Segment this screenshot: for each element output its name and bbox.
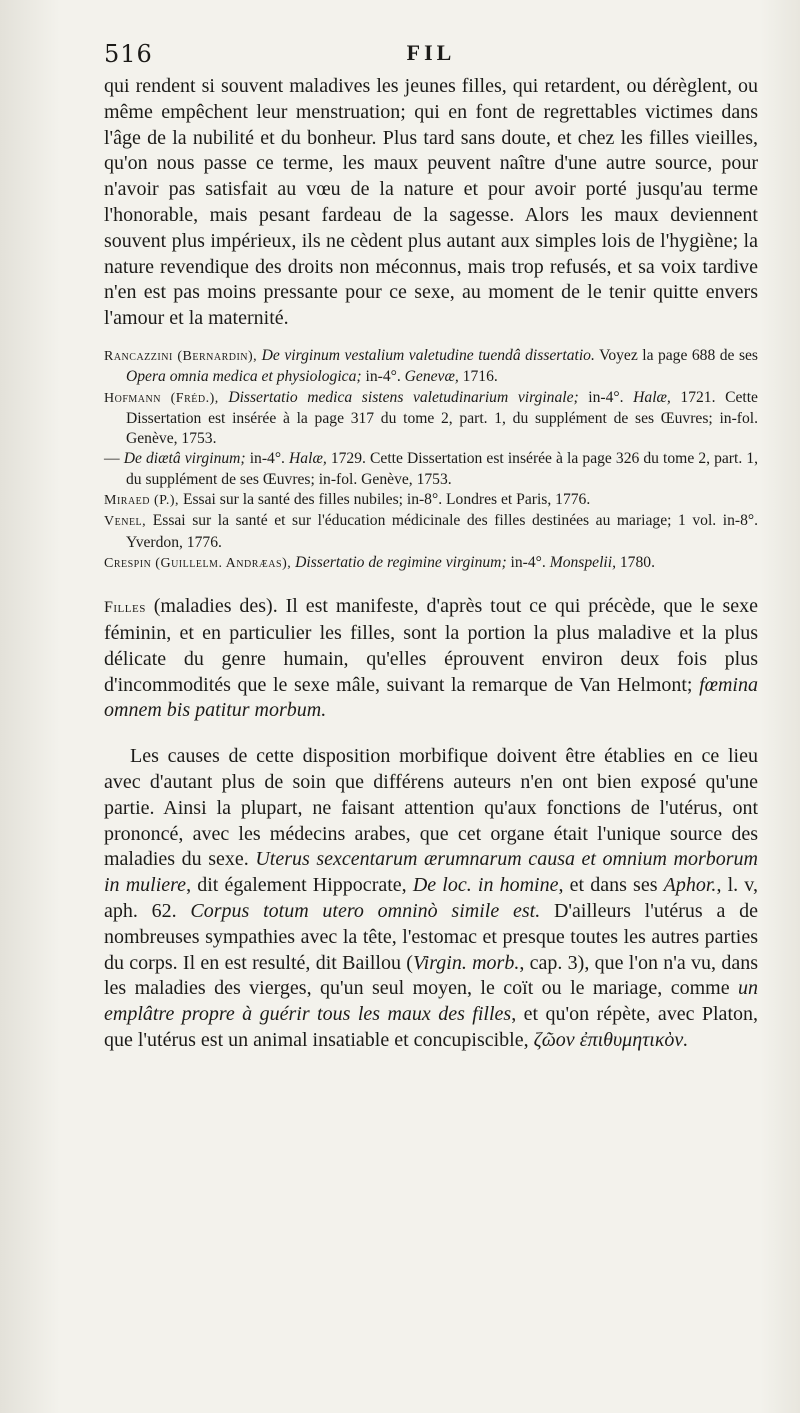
biblio-title: Dissertatio medica sistens valetudinarium virginale; <box>228 388 579 406</box>
biblio-text: in-4°. <box>506 553 550 571</box>
biblio-text: 1721. Cette Dissertation est insérée à la page 317 du tome 2, part. 1, du supplément de ses Œuvres; in-fol. Genève, 1753. <box>126 388 758 448</box>
greek-phrase: ζῶον ἐπιθυμητικὸν. <box>533 1028 689 1051</box>
bibliography <box>104 346 758 574</box>
article-text: Les causes de cette disposition morbifique doivent être établies en ce lieu avec d'autant plus de soin que différens auteurs n'en ont bien exposé qu'une partie. Ainsi la plupart, ne faisant attention qu'aux fonctions de l'utérus, ont prononcé, avec les médecins arabes, que cet organe était l'unique source des maladies du sexe. <box>104 745 758 871</box>
biblio-entry <box>104 388 758 450</box>
biblio-text: 1780. <box>615 553 655 571</box>
article-text: Il est manifeste, d'après tout ce qui précède, que le sexe féminin, et en particulier les filles, sont la portion la plus maladive et la plus délicate du genre humain, qu'elles éprouvent environ deux fois plus d'incommodités que le sexe mâle, suivant la remarque de Van Helmont; <box>104 595 758 696</box>
article-quote: fœmina omnem bis patitur morbum. <box>104 673 758 722</box>
biblio-title-2: Halæ, <box>289 450 327 468</box>
biblio-title: Dissertatio de regimine virginum; <box>295 553 507 571</box>
biblio-entry <box>104 346 758 388</box>
paragraph-continued: qui rendent si souvent maladives les jeunes filles, qui retardent, ou dérèglent, ou même empêchent leur menstruation; qui en font de regrettables victimes dans l'âge de la nubilité et du bonheur. Plus tard sans doute, et chez les filles vieilles, qu'on nous passe ce terme, les maux peuvent naître d'une autre source, pour n'avoir pas satisfait au vœu de la nature et pour avoir porté jusqu'au terme l'honorable, mais pesant fardeau de la sagesse. Alors les maux deviennent souvent plus impérieux, ils ne cèdent plus autant aux simples lois de l'hygiène; la nature revendique des droits non méconnus, mais trop refusés, et sa voix tardive n'en est pas moins pressante pour ce sexe, au moment de le tenir quitte envers l'amour et la maternité. <box>104 75 758 330</box>
article-text: , dit également Hippocrate, <box>186 874 413 897</box>
biblio-title-2: Opera omnia medica et physiologica; <box>126 368 362 386</box>
body-text <box>104 74 758 332</box>
article-citation: Virgin. morb. <box>412 951 520 974</box>
article-quote: un emplâtre propre à guérir tous les maux des filles <box>104 977 758 1026</box>
biblio-author: Hofmann (Fréd.), <box>104 390 219 406</box>
biblio-author: Crespin (Guillelm. Andræas), <box>104 555 292 571</box>
biblio-place: Genevæ, <box>404 368 459 386</box>
biblio-place: Monspelii, <box>549 553 616 571</box>
biblio-entry <box>104 449 758 490</box>
article-paragraph <box>104 744 758 1054</box>
biblio-author: Rancazzini (Bernardin), <box>104 348 258 364</box>
article-quote: Uterus sexcentarum ærumnarum causa et omnium morborum in muliere <box>104 848 758 897</box>
biblio-text: in-4°. <box>578 388 634 406</box>
article-citation: De loc. in homine <box>412 874 559 897</box>
biblio-text: Essai sur la santé des filles nubiles; in-8°. Londres et Paris, 1776. <box>179 491 591 509</box>
article-paragraph <box>104 594 758 724</box>
biblio-author: Venel, <box>104 514 147 530</box>
biblio-title: De virginum vestalium valetudine tuendâ dissertatio. <box>261 346 595 364</box>
article-text: , l. v, aph. 62. <box>104 874 759 922</box>
biblio-text: 1716. <box>458 368 498 386</box>
running-title: FIL <box>406 40 456 65</box>
article-quote: Corpus totum utero omninò simile est. <box>190 900 541 922</box>
article-text: , et dans ses <box>558 874 664 897</box>
biblio-author: Miraed (P.), <box>104 493 180 509</box>
biblio-entry <box>104 511 758 553</box>
article-citation: Aphor. <box>663 874 717 897</box>
page-number: 516 <box>104 40 153 68</box>
biblio-entry <box>104 490 758 511</box>
article-text: D'ailleurs l'utérus a de nombreuses sympathies avec la tête, l'estomac et presque toutes les autres parties du corps. Il en est resulté, dit Baillou ( <box>104 900 758 974</box>
running-head <box>104 40 758 74</box>
biblio-entry <box>104 553 758 574</box>
biblio-title-2: Halæ, <box>633 388 671 406</box>
biblio-text: in-4°. <box>361 368 405 386</box>
biblio-text: Voyez la page 688 de ses <box>594 346 758 364</box>
article-heading-rest: (maladies des). <box>145 595 286 618</box>
biblio-text: Essai sur la santé et sur l'éducation médicinale des filles destinées au mariage; 1 vol. in-8°. Yverdon, 1776. <box>126 512 758 551</box>
biblio-text: in-4°. <box>245 450 290 468</box>
article-keyword: Filles <box>104 599 146 617</box>
biblio-dash: — <box>104 450 120 468</box>
biblio-title: De diætâ virginum; <box>123 450 246 468</box>
article-filles <box>104 594 758 1054</box>
article-text: , et qu'on répète, avec Platon, que l'utérus est un animal insatiable et concupiscible, <box>104 1003 758 1051</box>
biblio-text: 1729. Cette Dissertation est insérée à la page 326 du tome 2, part. 1, du supplément de ses Œuvres; in-fol. Genève, 1753. <box>126 450 759 488</box>
article-text: , cap. 3), que l'on n'a vu, dans les maladies des vierges, qu'un seul moyen, le coït ou le mariage, comme <box>104 951 758 1000</box>
